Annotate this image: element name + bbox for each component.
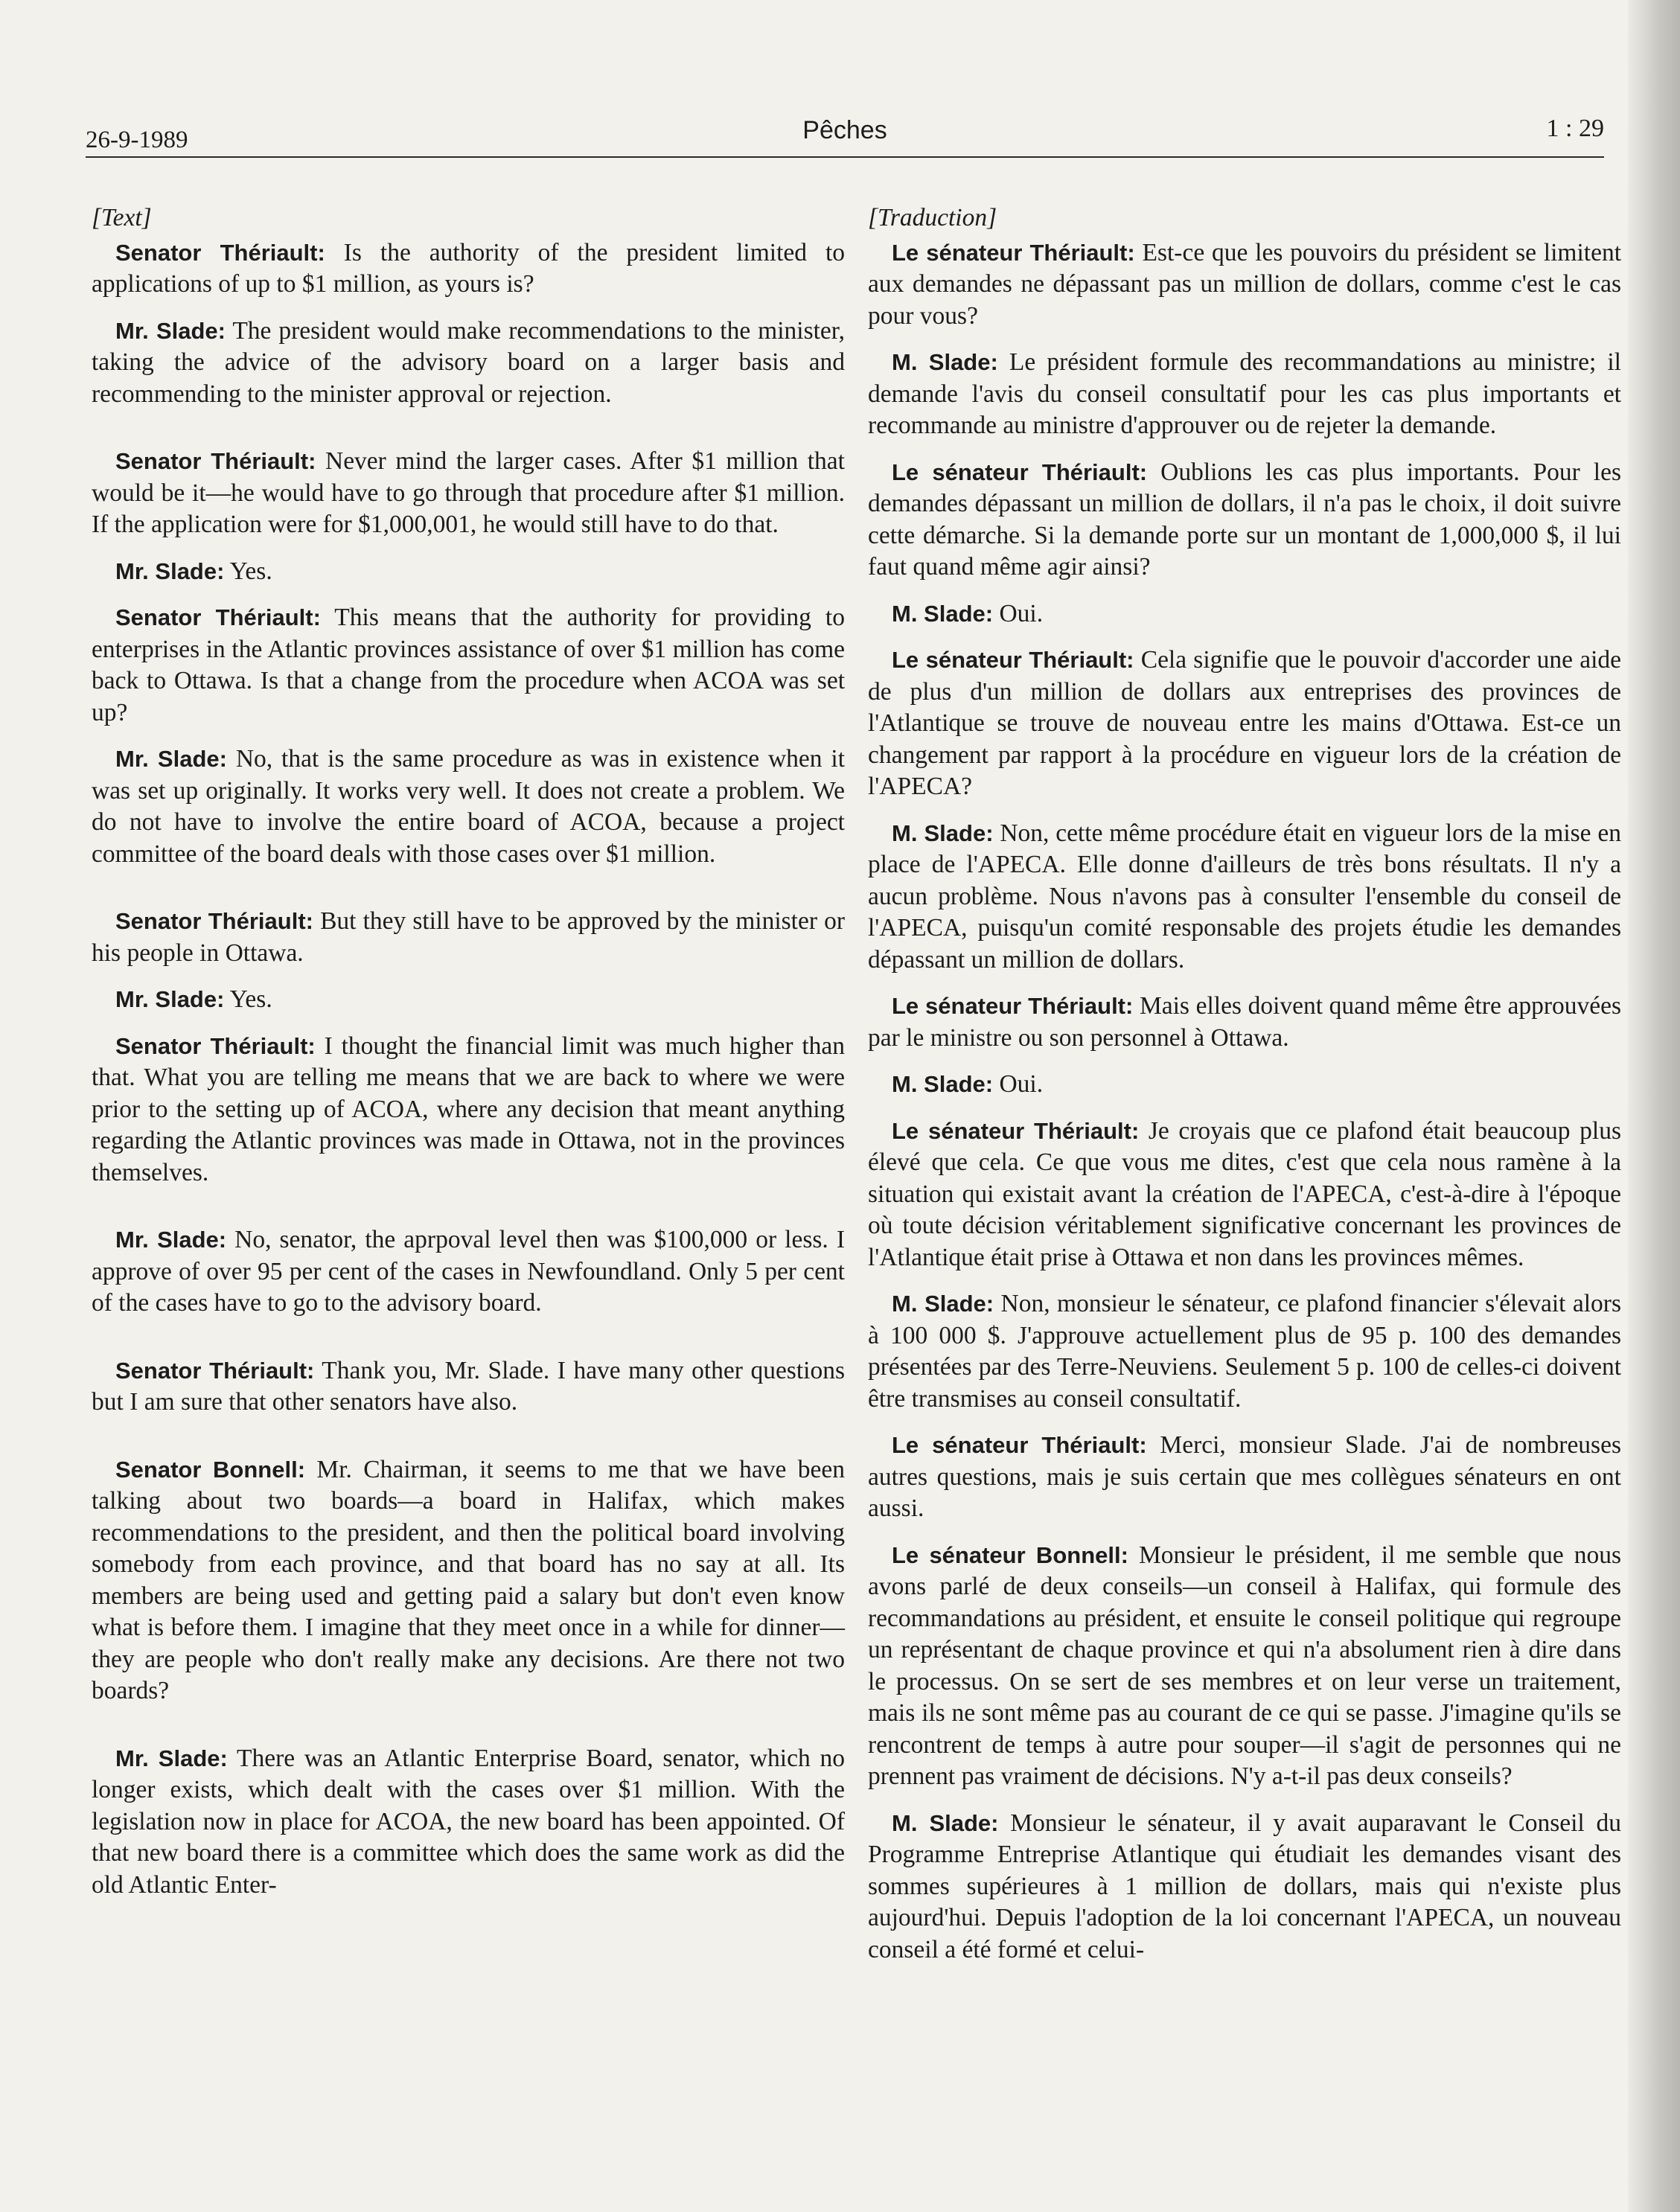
speaker: Mr. Slade: [115,1745,228,1771]
speaker: Senator Thériault: [115,239,325,266]
speaker: Senator Thériault: [115,448,316,474]
paragraph [868,818,1621,976]
running-header [86,110,1604,158]
paragraph [92,1743,845,1902]
speech: Cela signifie que le pouvoir d'accorder une aide de plus d'un million de dollars aux entreprises des provinces de l'Atlantique se trouve de nouveau entre les mains d'Ottawa. Est-ce un changement par rapport à la procédure en vigueur lors de la création de l'APECA? [868,646,1621,800]
speech: But they still have to be approved by the minister or his people in Ottawa. [92,907,846,967]
header-date: 26-9-1989 [86,127,188,153]
paragraph [868,1430,1621,1525]
speech: Oublions les cas plus importants. Pour les demandes dépassant un million de dollars, il n'a pas le choix, il doit suivre cette démarche. Si la demande porte sur un montant de 1,000,000 $, il lui faut quand même agir ainsi? [868,458,1622,581]
paragraph [92,744,845,870]
speaker: Mr. Slade: [115,986,225,1012]
paragraph [92,984,845,1016]
speech: Oui. [999,599,1044,627]
english-column [92,202,845,1916]
speaker: Le sénateur Thériault: [892,1432,1147,1458]
speech: This means that the authority for providing to enterprises in the Atlantic provinces assistance of over $1 million has come back to Ottawa. Is that a change from the procedure when ACOA was set up? [92,604,845,726]
speech: Thank you, Mr. Slade. I have many other questions but I am sure that other senators have also. [92,1356,845,1416]
column-label-text: Traduction [878,204,988,231]
paragraph [92,1355,845,1419]
column-label-text: Text [101,204,142,231]
speaker: M. Slade: [892,1291,994,1317]
speech: Yes. [229,985,272,1013]
paragraph [868,1808,1621,1966]
paragraph [92,556,845,588]
speaker: Senator Thériault: [115,1357,315,1384]
speech: Mr. Chairman, it seems to me that we have been talking about two boards—a board in Halifax, which makes recommendations to the president, and then the political board involving somebody from each province, and that board has no say at all. Its members are being used and getting paid a salary but don't even know what is before them. I imagine that they meet once in a while for dinner—they are people who don't really make any decisions. Are there not two boards? [92,1455,846,1704]
speaker: Mr. Slade: [115,317,226,344]
speech: I thought the financial limit was much higher than that. What you are telling me means that we are back to where we were prior to the setting up of ACOA, where any decision that meant anything regarding the Atlantic provinces was made in Ottawa, not in the provinces themselves. [92,1032,846,1186]
paragraph [868,237,1621,333]
paragraph [92,316,845,411]
speech: Is the authority of the president limited to applications of up to $1 million, as yours is? [92,238,846,298]
paragraph [92,446,845,541]
speaker: M. Slade: [892,600,994,627]
paragraph [868,347,1621,442]
speech: Non, monsieur le sénateur, ce plafond financier s'élevait alors à 100 000 $. J'approuve actuellement plus de 95 p. 100 des demandes présentées par des Terre-Neuviens. Seulement 5 p. 100 de celles-ci doivent être transmises au conseil consultatif. [868,1290,1621,1413]
speaker: Le sénateur Thériault: [892,1117,1140,1144]
french-column [868,202,1621,1981]
paragraph [868,1288,1621,1415]
speech: No, senator, the aprpoval level then was $100,000 or less. I approve of over 95 per cent of the cases in Newfoundland. Only 5 per cent of the cases have to go to the advisory board. [92,1226,846,1317]
speech: The president would make recommendations to the minister, taking the advice of the advisory board on a larger basis and recommending to the minister approval or rejection. [92,316,845,408]
paragraph [92,1224,845,1320]
speaker: Senator Thériault: [115,908,313,934]
speaker: Mr. Slade: [115,1227,227,1253]
paragraph [92,237,845,301]
header-page-number: 1 : 29 [1546,115,1604,142]
speaker: Le sénateur Thériault: [892,993,1134,1019]
page-edge-shadow [1628,0,1680,2212]
speech: Est-ce que les pouvoirs du président se limitent aux demandes ne dépassant pas un million de dollars, comme c'est le cas pour vous? [868,238,1622,330]
speaker: M. Slade: [892,819,994,846]
paragraph [92,1454,845,1707]
speech: Le président formule des recommandations au ministre; il demande l'avis du conseil consultatif pour les cas plus importants et recommande au ministre d'approuver ou de rejeter la demande. [868,348,1621,439]
speaker: Le sénateur Thériault: [892,239,1135,266]
speech: Non, cette même procédure était en vigueur lors de la mise en place de l'APECA. Elle donne d'ailleurs de très bons résultats. Il n'y a aucun problème. Nous n'avons pas à consulter l'ensemble du conseil de l'APECA, puisqu'un comité responsable des projets étudie les demandes dépassant un million de dollars. [868,819,1621,974]
paragraph [92,602,845,729]
paragraph [92,906,845,969]
paragraph [868,991,1621,1054]
speech: No, that is the same procedure as was in existence when it was set up originally. It works very well. It does not create a problem. We do not have to involve the entire board of ACOA, because a project committee of the board deals with those cases over $1 million. [92,745,846,868]
paragraph [868,598,1621,630]
paragraph [868,1069,1621,1101]
speaker: M. Slade: [892,349,998,375]
speaker: M. Slade: [892,1809,999,1836]
column-label: [Traduction] [868,204,997,231]
speaker: Mr. Slade: [115,746,227,772]
speech: Je croyais que ce plafond était beaucoup plus élevé que cela. Ce que vous me dites, c'est que cela nous ramène à la situation qui existait avant la création de l'APECA, c'est-à-dire à l'époque où toute décision véritablement significative concernant les provinces de l'Atlantique était prise à Ottawa et non dans les provinces mêmes. [868,1116,1621,1271]
speaker: Senator Thériault: [115,604,321,630]
speaker: Mr. Slade: [115,557,225,584]
header-title: Pêches [802,116,887,144]
speaker: M. Slade: [892,1071,994,1097]
speaker: Le sénateur Bonnell: [892,1541,1128,1568]
speech: Monsieur le sénateur, il y avait auparavant le Conseil du Programme Entreprise Atlantique qui étudiait les demandes visant des sommes supérieures à 1 million de dollars, mais qui n'existe plus aujourd'hui. Depuis l'adoption de la loi concernant l'APECA, un nouveau conseil a été formé et celui- [868,1809,1622,1963]
speaker: Le sénateur Thériault: [892,458,1148,485]
speech: Mais elles doivent quand même être approuvées par le ministre ou son personnel à Ottawa. [868,992,1622,1052]
paragraph [868,1116,1621,1274]
speech: Monsieur le président, il me semble que nous avons parlé de deux conseils—un conseil à Halifax, qui formule des recommandations au président, et ensuite le conseil politique qui regroupe un représentant de chaque province et qui n'a absolument rien à dire dans le processus. On se sert de ses membres et on leur verse un traitement, mais ils ne sont même pas au courant de ce qui se passe. J'imagine qu'ils se rencontrent de temps à autre pour souper—il s'agit de personnes qui ne prennent pas vraiment de décisions. N'y a-t-il pas deux conseils? [868,1541,1621,1790]
paragraph [92,1031,845,1189]
speaker: Senator Thériault: [115,1032,316,1059]
speech: Never mind the larger cases. After $1 million that would be it—he would have to go through that procedure after $1 million. If the application were for $1,000,001, he would still have to do that. [92,447,845,538]
speech: Yes. [229,557,272,585]
speech: Oui. [999,1070,1044,1098]
column-label: [Text] [92,204,152,231]
speaker: Le sénateur Thériault: [892,647,1134,673]
speech: There was an Atlantic Enterprise Board, senator, which no longer exists, which dealt with the cases over $1 million. With the legislation now in place for ACOA, the new board has been appointed. Of that new board there is a committee which does the same work as did the old Atlantic Enter- [92,1744,845,1899]
speech: Merci, monsieur Slade. J'ai de nombreuses autres questions, mais je suis certain que mes collègues sénateurs en ont aussi. [868,1431,1622,1522]
paragraph [868,645,1621,803]
paragraph [868,1540,1621,1793]
speaker: Senator Bonnell: [115,1456,306,1483]
paragraph [868,457,1621,584]
